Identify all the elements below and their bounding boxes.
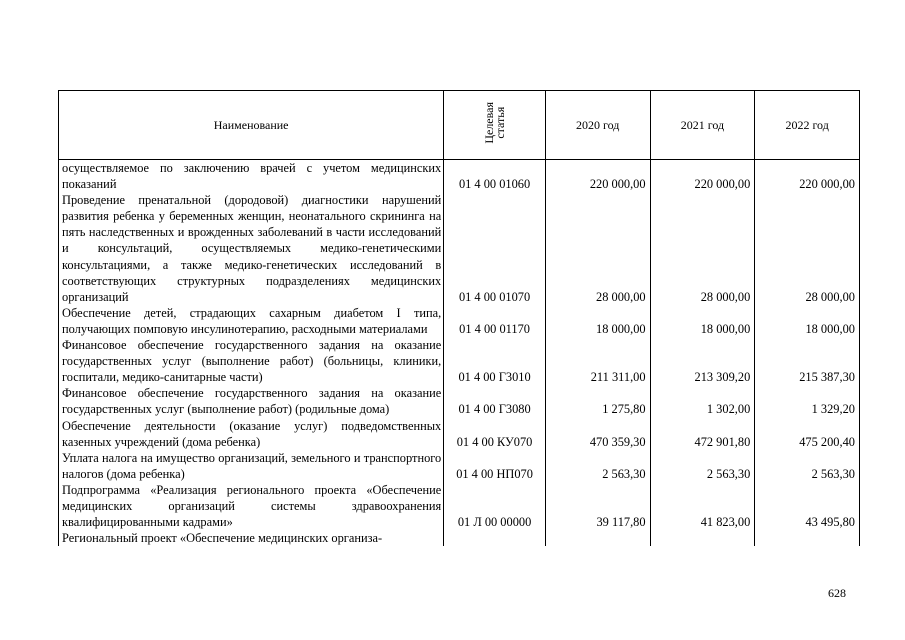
row-2022: 28 000,00 <box>755 192 860 305</box>
row-2022: 475 200,40 <box>755 418 860 450</box>
row-2022 <box>755 530 860 546</box>
row-2020: 220 000,00 <box>545 160 650 193</box>
row-2022: 18 000,00 <box>755 305 860 337</box>
row-code: 01 4 00 Г3010 <box>444 337 546 385</box>
row-2022: 2 563,30 <box>755 450 860 482</box>
row-2020: 1 275,80 <box>545 385 650 417</box>
row-name: Обеспечение детей, страдающих сахарным диабетом I типа, получающих помповую инсулинотерапию, расходными материалами <box>59 305 444 337</box>
row-2021: 213 309,20 <box>650 337 755 385</box>
row-2020: 18 000,00 <box>545 305 650 337</box>
table-row <box>59 482 860 530</box>
table-row <box>59 192 860 305</box>
row-2021: 2 563,30 <box>650 450 755 482</box>
table-header-row <box>59 91 860 160</box>
row-2021 <box>650 530 755 546</box>
header-code-label: Целевая статья <box>481 102 507 144</box>
row-2021: 28 000,00 <box>650 192 755 305</box>
row-2020: 470 359,30 <box>545 418 650 450</box>
row-2022: 43 495,80 <box>755 482 860 530</box>
row-2020: 28 000,00 <box>545 192 650 305</box>
row-2020 <box>545 530 650 546</box>
row-code: 01 4 00 КУ070 <box>444 418 546 450</box>
row-name: Финансовое обеспечение государственного задания на оказание государственных услуг (выполнение работ) (родильные дома) <box>59 385 444 417</box>
row-code: 01 4 00 01170 <box>444 305 546 337</box>
table-row <box>59 450 860 482</box>
table-row <box>59 530 860 546</box>
row-name: Обеспечение деятельности (оказание услуг) подведомственных казенных учреждений (дома ребенка) <box>59 418 444 450</box>
row-2020: 2 563,30 <box>545 450 650 482</box>
row-2021: 18 000,00 <box>650 305 755 337</box>
table-row <box>59 160 860 193</box>
page-number: 628 <box>828 586 846 600</box>
row-2022: 220 000,00 <box>755 160 860 193</box>
row-2020: 39 117,80 <box>545 482 650 530</box>
table-row <box>59 305 860 337</box>
row-2021: 41 823,00 <box>650 482 755 530</box>
table-row <box>59 337 860 385</box>
row-name: Подпрограмма «Реализация регионального проекта «Обеспечение медицинских организаций системы здравоохранения квалифицированными кадрами» <box>59 482 444 530</box>
row-code: 01 4 00 Г3080 <box>444 385 546 417</box>
row-code: 01 4 00 01060 <box>444 160 546 193</box>
row-2022: 1 329,20 <box>755 385 860 417</box>
row-2021: 1 302,00 <box>650 385 755 417</box>
row-name: Уплата налога на имущество организаций, земельного и транспортного налогов (дома ребенка) <box>59 450 444 482</box>
header-2022: 2022 год <box>755 91 860 160</box>
row-name: Проведение пренатальной (дородовой) диагностики нарушений развития ребенка у беременных женщин, неонатального скрининга на пять наследственных и врожденных заболеваний в части исследований и консультаций, осуществляемых медико-генетическими консультациями, а также медико-генетических исследований в соответствующих структурных подразделениях медицинских организаций <box>59 192 444 305</box>
table-row <box>59 385 860 417</box>
row-name: Региональный проект «Обеспечение медицинских организа- <box>59 530 444 546</box>
row-name: Финансовое обеспечение государственного задания на оказание государственных услуг (выполнение работ) (больницы, клиники, госпитали, медико-санитарные части) <box>59 337 444 385</box>
header-2020: 2020 год <box>545 91 650 160</box>
row-2021: 220 000,00 <box>650 160 755 193</box>
row-2020: 211 311,00 <box>545 337 650 385</box>
row-code: 01 4 00 НП070 <box>444 450 546 482</box>
header-name: Наименование <box>59 91 444 160</box>
header-2021: 2021 год <box>650 91 755 160</box>
row-code: 01 4 00 01070 <box>444 192 546 305</box>
header-code <box>444 91 546 160</box>
row-name: осуществляемое по заключению врачей с учетом медицинских показаний <box>59 160 444 193</box>
row-code <box>444 530 546 546</box>
row-2022: 215 387,30 <box>755 337 860 385</box>
table-row <box>59 418 860 450</box>
row-code: 01 Л 00 00000 <box>444 482 546 530</box>
row-2021: 472 901,80 <box>650 418 755 450</box>
budget-table <box>58 90 860 546</box>
